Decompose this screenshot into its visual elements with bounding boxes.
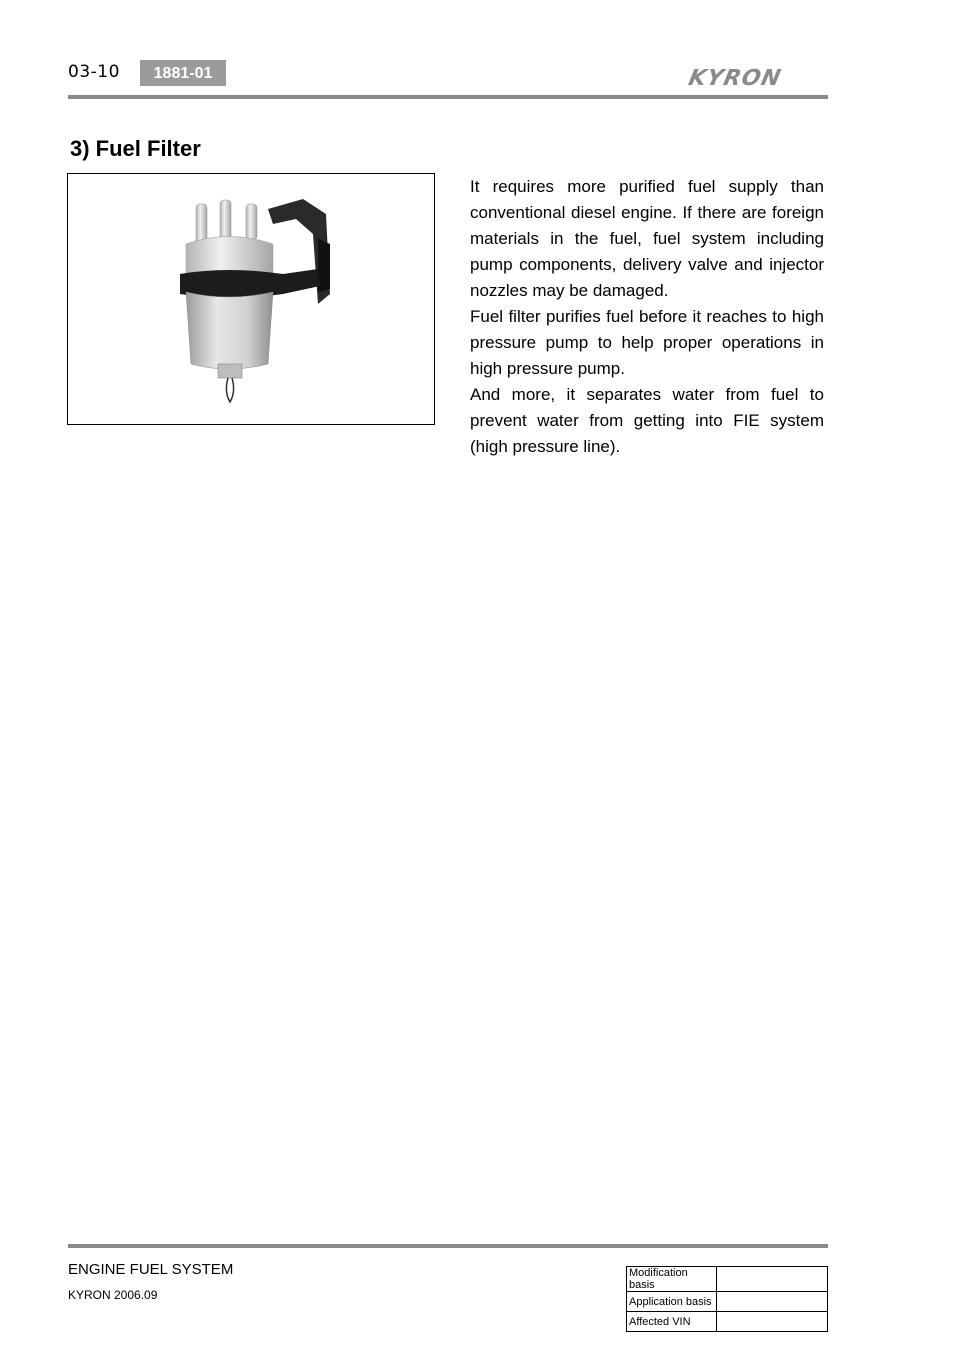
table-value (717, 1292, 828, 1312)
footer-rule (68, 1244, 828, 1248)
footer-title: ENGINE FUEL SYSTEM (68, 1261, 234, 1278)
table-row (627, 1292, 828, 1312)
footer-subtitle: KYRON 2006.09 (68, 1288, 158, 1302)
paragraph-1: It requires more purified fuel supply than conventional diesel engine. If there are foreign materials in the fuel, fuel system including pump components, delivery valve and injector nozzles may be damaged. (470, 177, 824, 300)
table-value (717, 1312, 828, 1332)
brand-logo-text: KYRON (688, 65, 784, 90)
fuel-filter-figure (67, 173, 435, 425)
paragraph-2: Fuel filter purifies fuel before it reaches to high pressure pump to help proper operations in high pressure pump. (470, 307, 824, 378)
table-label: Modification basis (627, 1267, 717, 1292)
table-label: Affected VIN (627, 1312, 717, 1332)
table-row (627, 1312, 828, 1332)
fuel-filter-illustration (68, 174, 434, 424)
modification-table (626, 1266, 828, 1332)
paragraph-3: And more, it separates water from fuel to prevent water from getting into FIE system (high pressure line). (470, 385, 824, 456)
page-number: 03-10 (68, 62, 120, 82)
section-title: 3) Fuel Filter (70, 136, 201, 161)
body-text (470, 174, 824, 460)
table-value (717, 1267, 828, 1292)
table-row (627, 1267, 828, 1292)
kyron-logo (688, 64, 828, 90)
section-code-badge: 1881-01 (140, 60, 226, 86)
table-label: Application basis (627, 1292, 717, 1312)
header-rule (68, 95, 828, 99)
